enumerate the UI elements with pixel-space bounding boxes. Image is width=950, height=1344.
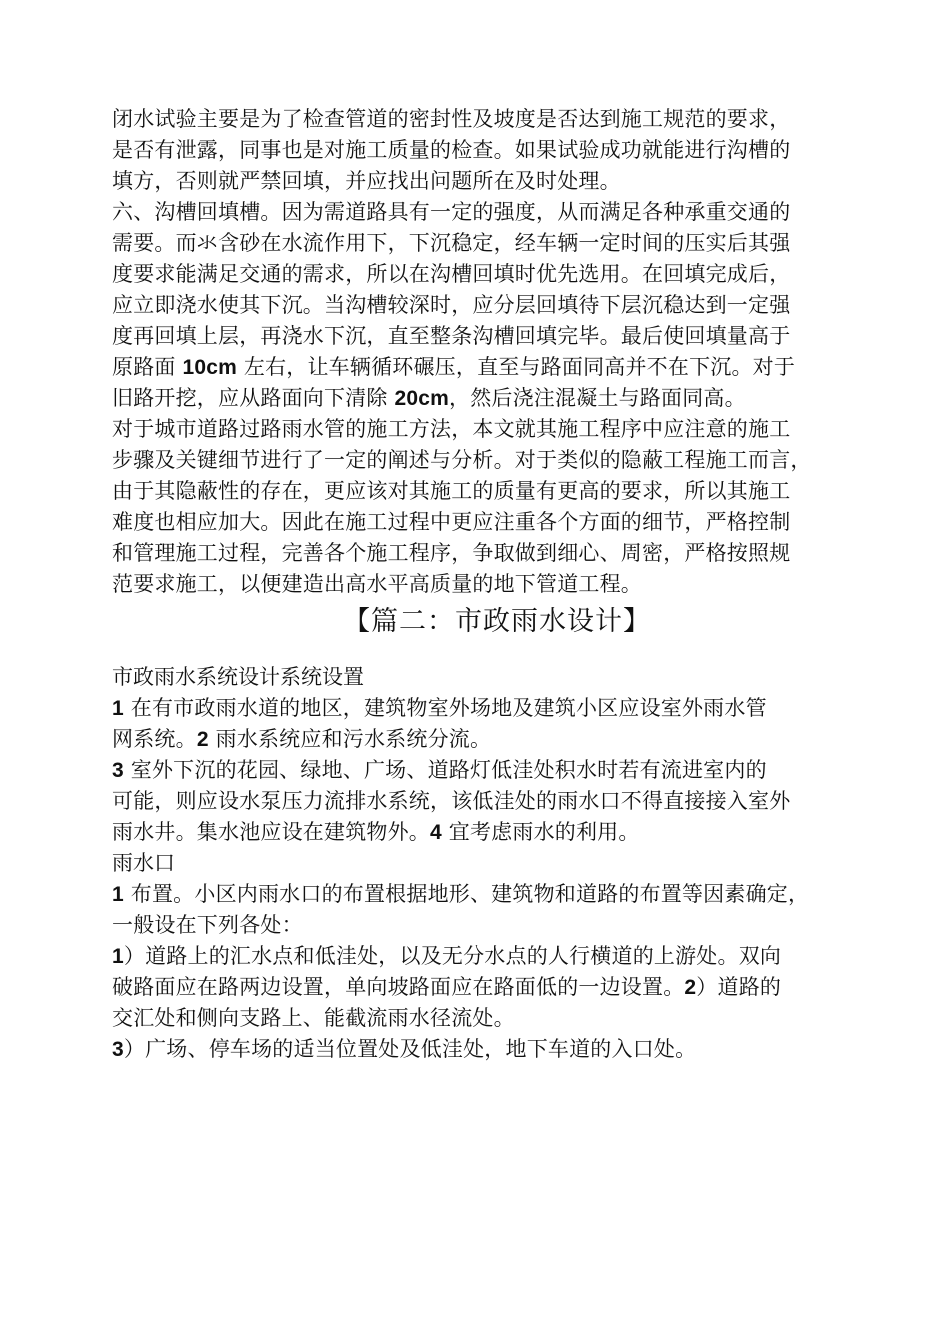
text-span: 网系统。 bbox=[112, 727, 197, 751]
text-line bbox=[112, 383, 882, 414]
text-line: 闭水试验主要是为了检查管道的密封性及坡度是否达到施工规范的要求， bbox=[112, 107, 791, 131]
text-line bbox=[112, 693, 882, 724]
text-line: 交汇处和侧向支路上、能截流雨水径流处。 bbox=[112, 1006, 515, 1030]
text-line: 六、沟槽回填槽。因为需道路具有一定的强度，从而满足各种承重交通的 bbox=[112, 200, 791, 224]
text-line: 度要求能满足交通的需求，所以在沟槽回填时优先选用。在回填完成后， bbox=[112, 262, 791, 286]
text-line: 填方，否则就严禁回填，并应找出问题所在及时处理。 bbox=[112, 169, 621, 193]
text-span: ，然后浇注混凝土与路面同高。 bbox=[449, 386, 746, 410]
item-number: 1 bbox=[112, 883, 124, 906]
text-span: 宜考虑雨水的利用。 bbox=[441, 820, 640, 844]
text-span: 雨水系统应和污水系统分流。 bbox=[208, 727, 492, 751]
item-number: 2 bbox=[196, 728, 209, 751]
item-number: 4 bbox=[430, 821, 442, 844]
text-span: ）道路的 bbox=[696, 975, 782, 999]
item-number: 3 bbox=[112, 1038, 124, 1061]
item-number: 1 bbox=[112, 945, 124, 968]
text-line bbox=[112, 1034, 882, 1065]
item-number: 3 bbox=[112, 759, 124, 782]
subsection-title: 市政雨水系统设计系统设置 bbox=[112, 665, 364, 689]
text-line: 需要。而氺含砂在水流作用下，下沉稳定，经车辆一定时间的压实后其强 bbox=[112, 231, 791, 255]
text-line: 是否有泄露，同事也是对施工质量的检查。如果试验成功就能进行沟槽的 bbox=[112, 138, 791, 162]
text-line: 和管理施工过程，完善各个施工程序，争取做到细心、周密，严格按照规 bbox=[112, 541, 791, 565]
text-line: 度再回填上层，再浇水下沉，直至整条沟槽回填完毕。最后使回填量高于 bbox=[112, 324, 791, 348]
text-line bbox=[112, 755, 882, 786]
text-line: 由于其隐蔽性的存在，更应该对其施工的质量有更高的要求，所以其施工 bbox=[112, 479, 791, 503]
section-heading: 【篇二：市政雨水设计】 bbox=[343, 606, 651, 637]
document-body bbox=[112, 104, 882, 1065]
text-span: 左右，让车辆循环碾压，直至与路面同高并不在下沉。对于 bbox=[237, 355, 796, 379]
text-span: 雨水井。集水池应设在建筑物外。 bbox=[112, 820, 430, 844]
text-line: 范要求施工，以便建造出高水平高质量的地下管道工程。 bbox=[112, 572, 642, 596]
text-line: 难度也相应加大。因此在施工过程中更应注重各个方面的细节，严格控制 bbox=[112, 510, 791, 534]
subsection-title: 雨水口 bbox=[112, 851, 175, 875]
text-line: 对于城市道路过路雨水管的施工方法，本文就其施工程序中应注意的施工 bbox=[112, 417, 791, 441]
text-line bbox=[112, 352, 882, 383]
text-line bbox=[112, 879, 882, 910]
item-number: 1 bbox=[112, 697, 124, 720]
text-line bbox=[112, 724, 882, 755]
text-line: 应立即浇水使其下沉。当沟槽较深时，应分层回填待下层沉稳达到一定强 bbox=[112, 293, 791, 317]
text-span: 旧路开挖，应从路面向下清除 bbox=[112, 386, 395, 410]
text-line: 可能，则应设水泵压力流排水系统，该低洼处的雨水口不得直接接入室外 bbox=[112, 789, 791, 813]
text-span: 在有市政雨水道的地区，建筑物室外场地及建筑小区应设室外雨水管 bbox=[123, 696, 767, 720]
text-line: 一般设在下列各处： bbox=[112, 913, 303, 937]
text-span: 原路面 bbox=[112, 355, 183, 379]
text-line: 步骤及关键细节进行了一定的阐述与分析。对于类似的隐蔽工程施工而言， bbox=[112, 448, 812, 472]
text-line bbox=[112, 972, 882, 1003]
text-line bbox=[112, 817, 882, 848]
item-number: 2 bbox=[684, 976, 697, 999]
text-span: ）道路上的汇水点和低洼处，以及无分水点的人行横道的上游处。双向 bbox=[123, 944, 782, 968]
text-span: ）广场、停车场的适当位置处及低洼处，地下车道的入口处。 bbox=[123, 1037, 697, 1061]
measurement-value: 10cm bbox=[182, 356, 237, 379]
text-span: 室外下沉的花园、绿地、广场、道路灯低洼处积水时若有流进室内的 bbox=[123, 758, 767, 782]
text-line bbox=[112, 941, 882, 972]
text-span: 破路面应在路两边设置，单向坡路面应在路面低的一边设置。 bbox=[112, 975, 685, 999]
measurement-value: 20cm bbox=[394, 387, 449, 410]
text-span: 布置。小区内雨水口的布置根据地形、建筑物和道路的布置等因素确定， bbox=[123, 882, 810, 906]
